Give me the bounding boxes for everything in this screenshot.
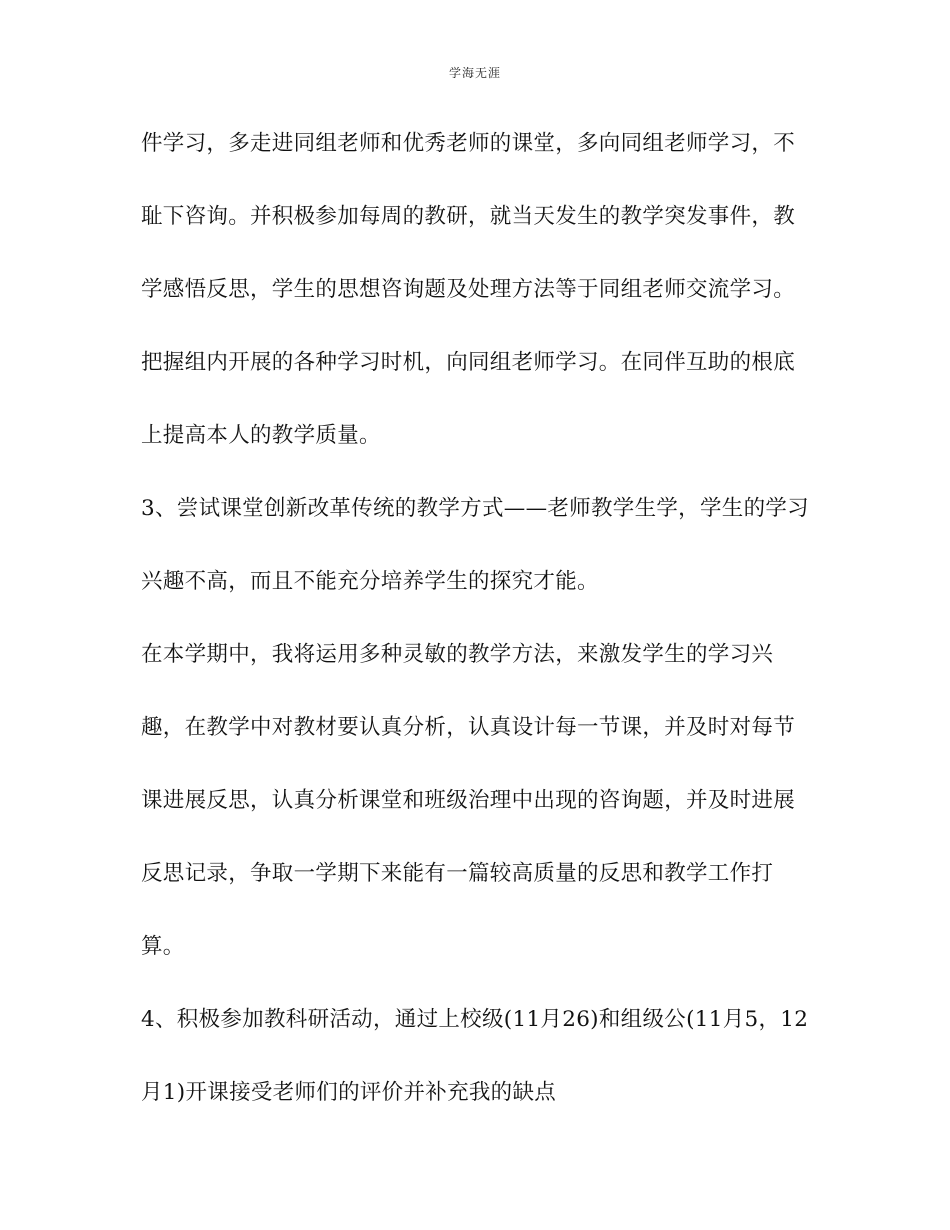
body-line: 把握组内开展的各种学习时机，向同组老师学习。在同伴互助的根底 — [141, 350, 796, 375]
body-line: 3、尝试课堂创新改革传统的教学方式——老师教学生学，学生的学习 — [141, 496, 809, 521]
body-line: 算。 — [141, 934, 185, 959]
body-line: 在本学期中，我将运用多种灵敏的教学方法，来激发学生的学习兴 — [141, 642, 774, 667]
body-line: 课进展反思，认真分析课堂和班级治理中出现的咨询题，并及时进展 — [141, 788, 796, 813]
body-line: 趣，在教学中对教材要认真分析，认真设计每一节课，并及时对每节 — [141, 715, 796, 740]
body-line: 件学习，多走进同组老师和优秀老师的课堂，多向同组老师学习，不 — [141, 131, 796, 156]
body-line: 上提高本人的教学质量。 — [141, 423, 381, 448]
body-line: 兴趣不高，而且不能充分培养学生的探究才能。 — [141, 569, 599, 594]
body-line: 反思记录，争取一学期下来能有一篇较高质量的反思和教学工作打 — [141, 861, 774, 886]
page-header: 学海无涯 — [448, 66, 501, 80]
body-line: 学感悟反思，学生的思想咨询题及处理方法等于同组老师交流学习。 — [141, 277, 796, 302]
body-line: 4、积极参加教科研活动，通过上校级(11月26)和组级公(11月5，12 — [141, 1007, 809, 1032]
body-line: 月1)开课接受老师们的评价并补充我的缺点 — [141, 1080, 557, 1105]
body-line: 耻下咨询。并积极参加每周的教研，就当天发生的教学突发事件，教 — [141, 204, 796, 229]
